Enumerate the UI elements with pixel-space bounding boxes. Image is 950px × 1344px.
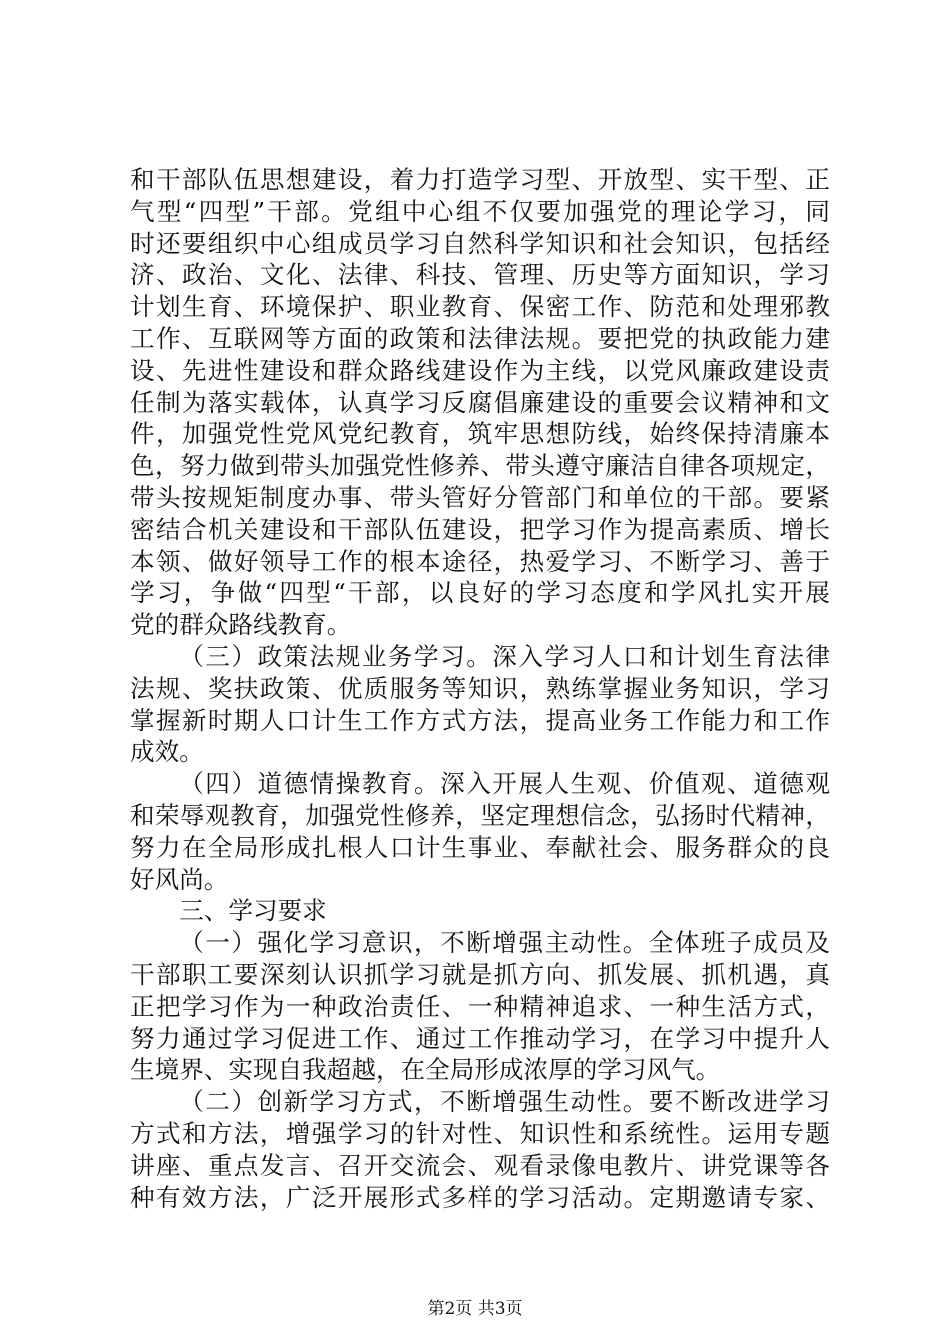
text-line: 努力在全局形成扎根人口计生事业、奉献社会、服务群众的良 — [130, 832, 830, 862]
text-line: 和干部队伍思想建设，着力打造学习型、开放型、实干型、正 — [130, 165, 830, 194]
text-line: （三）政策法规业务学习。深入学习人口和计划生育法律 — [179, 641, 830, 671]
text-line: 好风尚。 — [130, 864, 229, 894]
text-line: 种有效方法，广泛开展形式多样的学习活动。定期邀请专家、 — [130, 1182, 830, 1212]
text-line: 生境界、实现自我超越，在全局形成浓厚的学习风气。 — [130, 1055, 721, 1085]
text-line: 设、先进性建设和群众路线建设作为主线，以党风廉政建设责 — [130, 355, 830, 385]
text-line: 方式和方法，增强学习的针对性、知识性和系统性。运用专题 — [130, 1118, 830, 1148]
text-line: 本领、做好领导工作的根本途径，热爱学习、不断学习、善于 — [130, 546, 830, 576]
page-footer: 第2页 共3页 — [427, 1299, 523, 1319]
text-line: 色，努力做到带头加强党性修养、带头遵守廉洁自律各项规定， — [130, 451, 830, 481]
document-body — [130, 164, 830, 1213]
text-line: 法规、奖扶政策、优质服务等知识，熟练掌握业务知识，学习 — [130, 673, 830, 703]
text-line: 带头按规矩制度办事、带头管好分管部门和单位的干部。要紧 — [130, 482, 830, 512]
text-line: 时还要组织中心组成员学习自然科学知识和社会知识，包括经 — [130, 228, 830, 258]
text-line: 正把学习作为一种政治责任、一种精神追求、一种生活方式， — [130, 991, 830, 1021]
text-line: 掌握新时期人口计生工作方式方法，提高业务工作能力和工作 — [130, 705, 830, 735]
text-line: 努力通过学习促进工作、通过工作推动学习，在学习中提升人 — [130, 1023, 830, 1053]
text-line: 和荣辱观教育，加强党性修养，坚定理想信念，弘扬时代精神， — [130, 800, 830, 830]
text-line: 党的群众路线教育。 — [130, 610, 352, 640]
text-line: 密结合机关建设和干部队伍建设，把学习作为提高素质、增长 — [130, 514, 830, 544]
text-line: （二）创新学习方式，不断增强生动性。要不断改进学习 — [179, 1087, 830, 1117]
text-line: 学习，争做“四型“干部，以良好的学习态度和学风扎实开展 — [130, 578, 830, 608]
text-line: （四）道德情操教育。深入开展人生观、价值观、道德观 — [179, 769, 830, 799]
text-line: 讲座、重点发言、召开交流会、观看录像电教片、讲党课等各 — [130, 1150, 830, 1180]
text-line: 济、政治、文化、法律、科技、管理、历史等方面知识，学习 — [130, 260, 830, 290]
text-line: 任制为落实载体，认真学习反腐倡廉建设的重要会议精神和文 — [130, 387, 830, 417]
text-line: 件，加强党性党风党纪教育，筑牢思想防线，始终保持清廉本 — [130, 419, 830, 449]
text-line: 气型“四型”干部。党组中心组不仅要加强党的理论学习，同 — [130, 196, 830, 226]
text-line: 工作、互联网等方面的政策和法律法规。要把党的执政能力建 — [130, 323, 830, 353]
text-line: 计划生育、环境保护、职业教育、保密工作、防范和处理邪教 — [130, 292, 830, 322]
text-line: 三、学习要求 — [179, 896, 327, 926]
text-line: 干部职工要深刻认识抓学习就是抓方向、抓发展、抓机遇，真 — [130, 959, 830, 989]
text-line: 成效。 — [130, 737, 204, 767]
text-line: （一）强化学习意识，不断增强主动性。全体班子成员及 — [179, 928, 830, 958]
